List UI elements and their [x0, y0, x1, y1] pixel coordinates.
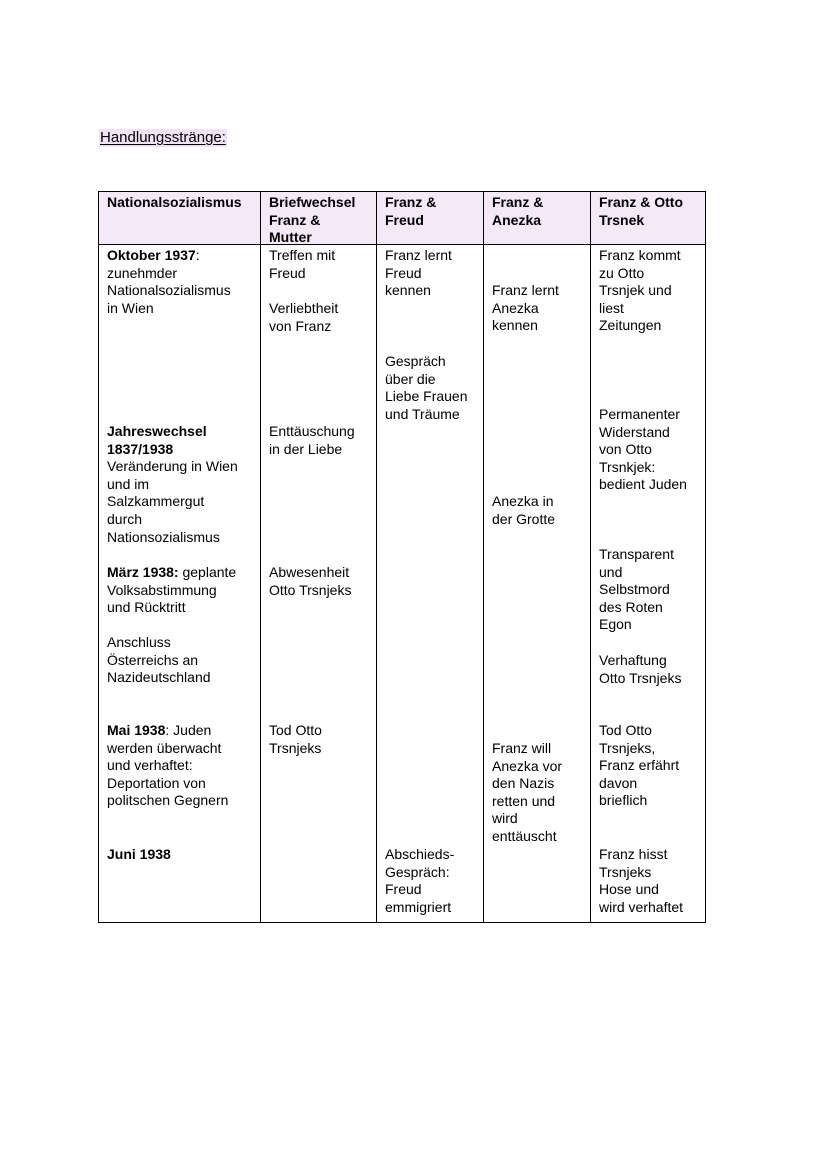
- entry-tod-otto-brief: Tod Otto Trsnjeks, Franz erfährt davon brieflich: [599, 722, 680, 809]
- entry-jahreswechsel-1938: [107, 423, 258, 546]
- entry-anezka-retten: Franz will Anezka vor den Nazis retten und wird enttäuscht: [492, 740, 563, 844]
- column-header-freud: Franz & Freud: [377, 192, 484, 245]
- entry-mai-1938: [107, 722, 258, 810]
- entry-enttaeuschung: Enttäuschung in der Liebe: [269, 423, 355, 457]
- entry-transparent-egon: Transparent und Selbstmord des Roten Egon: [599, 546, 674, 633]
- entry-date: Oktober 1937: [107, 247, 196, 263]
- entry-anezka-grotte: Anezka in der Grotte: [492, 493, 556, 527]
- entry-widerstand-otto: Permanenter Widerstand von Otto Trsnkjek: bedient Juden: [599, 406, 687, 493]
- column-header-otto: Franz & Otto Trsnek: [591, 192, 705, 245]
- entry-juni-1938: [107, 846, 258, 864]
- entry-date: Mai 1938: [107, 722, 166, 738]
- page-title: Handlungsstränge:: [100, 129, 226, 146]
- entry-treffen-freud: Treffen mit Freud: [269, 247, 336, 281]
- column-header-nationalsozialismus: Nationalsozialismus: [99, 192, 260, 245]
- column-header-briefwechsel: Briefwechsel Franz & Mutter: [261, 192, 377, 245]
- entry-franz-lernt-anezka: Franz lernt Anezka kennen: [492, 282, 559, 334]
- column-header-anezka: Franz & Anezka: [484, 192, 591, 245]
- entry-franz-kommt-otto: Franz kommt zu Otto Trsnjek und liest Zeitungen: [599, 247, 681, 334]
- column-briefwechsel: [260, 192, 377, 922]
- entry-franz-verhaftet: Franz hisst Trsnjeks Hose und wird verhaftet: [599, 846, 684, 915]
- entry-text: : Juden werden überwacht und verhaftet: Deportation von politschen Gegnern: [107, 722, 229, 809]
- storyline-table: [98, 191, 706, 923]
- column-nationalsozialismus: [99, 192, 260, 922]
- entry-verhaftung-otto: Verhaftung Otto Trsnjeks: [599, 652, 682, 686]
- entry-text: Anschluss Österreichs an Nazideutschland: [107, 634, 211, 686]
- entry-text: geplante Volksabstimmung und Rücktritt: [107, 564, 237, 616]
- entry-abschied-freud: Abschieds- Gespräch: Freud emmigriert: [385, 846, 455, 915]
- entry-tod-otto: Tod Otto Trsnjeks: [269, 722, 322, 756]
- entry-oktober-1937: [107, 247, 258, 317]
- entry-verliebtheit: Verliebtheit von Franz: [269, 300, 339, 334]
- column-freud: [376, 192, 484, 922]
- entry-franz-lernt-freud: Franz lernt Freud kennen: [385, 247, 452, 299]
- entry-text: Veränderung in Wien und im Salzkammergut durch Nationsozialismus: [107, 458, 238, 545]
- column-anezka: [483, 192, 591, 922]
- entry-maerz-1938: [107, 564, 258, 617]
- entry-text: : zunehmder Nationalsozialismus in Wien: [107, 247, 231, 316]
- entry-date: Jahreswechsel 1837/1938: [107, 423, 207, 457]
- column-otto: [590, 192, 705, 922]
- entry-abwesenheit-otto: Abwesenheit Otto Trsnjeks: [269, 564, 352, 598]
- entry-date: Juni 1938: [107, 846, 171, 862]
- entry-date: März 1938:: [107, 564, 179, 580]
- entry-gespraech-liebe: Gespräch über die Liebe Frauen und Träume: [385, 353, 468, 422]
- entry-anschluss: [107, 634, 258, 687]
